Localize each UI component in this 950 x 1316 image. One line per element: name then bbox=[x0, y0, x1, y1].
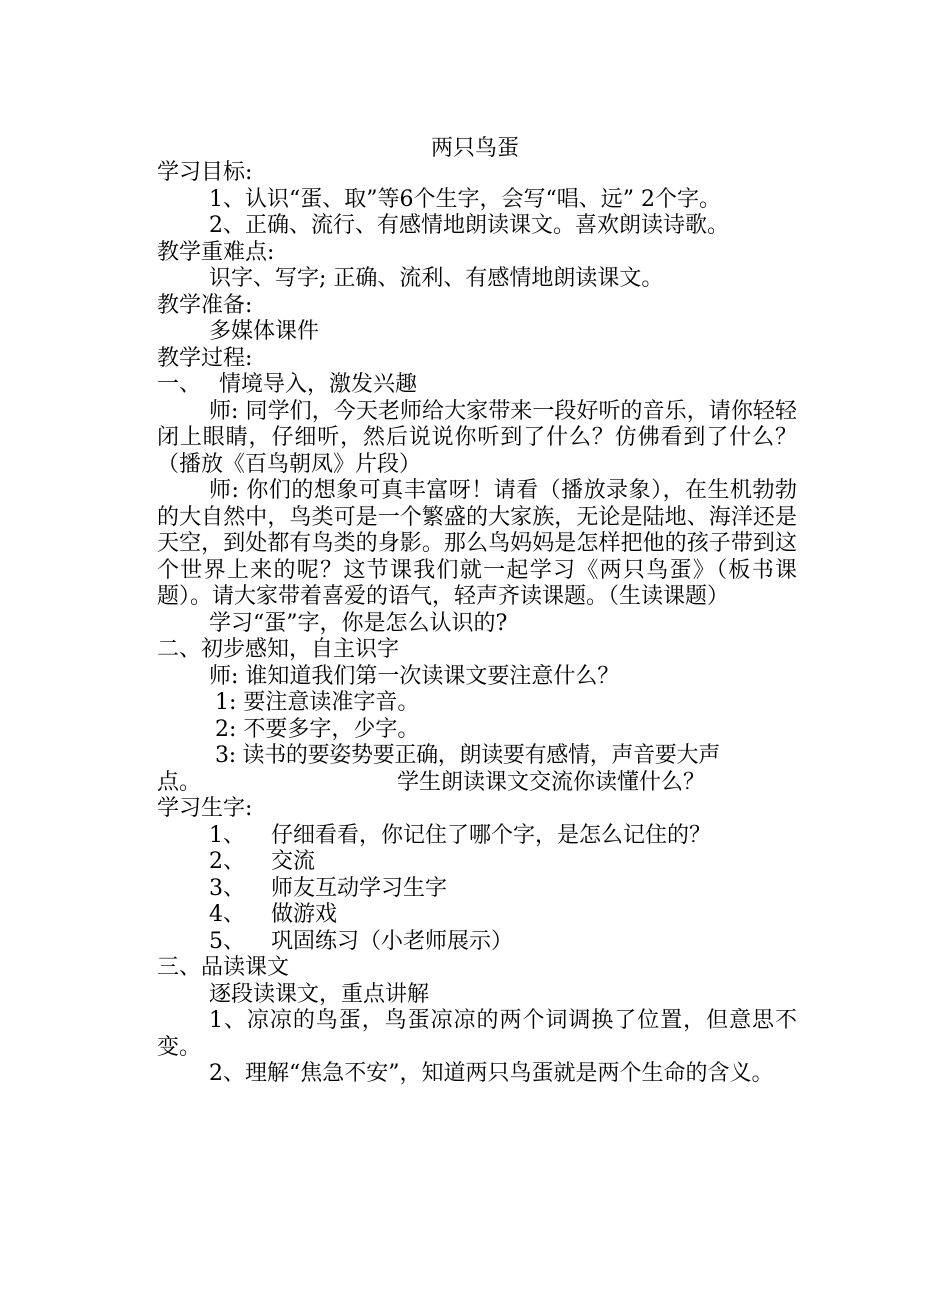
section-2-paragraph-1: 师: 谁知道我们第一次读课文要注意什么？ bbox=[209, 663, 620, 689]
section-2-item-1: 1: 要注意读准字音。 bbox=[215, 690, 420, 715]
section-1-heading bbox=[157, 372, 797, 399]
learn-item-2-number: 2、 bbox=[209, 849, 245, 874]
preparation-text: 多媒体课件 bbox=[209, 319, 320, 344]
learn-item-3-number: 3、 bbox=[209, 875, 245, 901]
learn-item-5 bbox=[157, 929, 797, 956]
heading-learn-characters: 学习生字: bbox=[157, 796, 253, 821]
document-title: 两只鸟蛋 bbox=[430, 136, 519, 161]
section-3-item-1: 1、凉凉的鸟蛋，鸟蛋凉凉的两个词调换了位置，但意思不变。 bbox=[157, 1008, 797, 1060]
learn-item-4-text: 做游戏 bbox=[271, 902, 338, 927]
section-1-paragraph-3: 学习“蛋”字，你是怎么认识的? bbox=[209, 610, 508, 636]
section-2-item-3-tail: 点。 bbox=[157, 769, 202, 795]
learn-item-5-text: 巩固练习（小老师展示） bbox=[271, 928, 514, 954]
goal-item-2: 2、正确、流行、有感情地朗读课文。喜欢朗读诗歌。 bbox=[209, 213, 729, 238]
heading-process: 教学过程: bbox=[157, 345, 253, 371]
learn-item-1 bbox=[157, 823, 797, 850]
section-1-number: 一、 bbox=[157, 372, 202, 397]
section-2-item-3: 3: 读书的要姿势要正确，朗读要有感情，声音要大声 bbox=[215, 743, 720, 768]
learn-item-3-text: 师友互动学习生字 bbox=[271, 875, 448, 901]
heading-preparation: 教学准备: bbox=[157, 292, 253, 318]
key-point-text: 识字、写字; 正确、流利、有感情地朗读课文。 bbox=[209, 266, 664, 291]
learn-item-4-number: 4、 bbox=[209, 902, 245, 927]
goal-item-1: 1、认识“蛋、取”等6个生字，会写“唱、远” 2个字。 bbox=[209, 186, 721, 212]
section-1-paragraph-2: 师: 你们的想象可真丰富呀！请看（播放录象），在生机勃勃的大自然中，鸟类可是一个繁盛的大家族，无论是陆地、海洋还是天空，到处都有鸟类的身影。那么鸟妈妈是怎样把他的孩子带到这个世界上来的呢？这节课我们就一起学习《两只鸟蛋》（板书课题）。请大家带着喜爱的语气，轻声齐读课题。（生读课题） bbox=[157, 478, 797, 609]
learn-item-1-number: 1、 bbox=[209, 822, 245, 848]
section-2-heading: 二、初步感知，自主识字 bbox=[157, 637, 400, 662]
section-3-paragraph-1: 逐段读课文，重点讲解 bbox=[209, 981, 430, 1007]
learn-item-2-text: 交流 bbox=[271, 849, 316, 874]
section-1-paragraph-1: 师: 同学们，今天老师给大家带来一段好听的音乐，请你轻轻闭上眼睛，仔细听，然后说说你听到了什么？仿佛看到了什么？（播放《百鸟朝凤》片段） bbox=[157, 398, 797, 477]
section-2-read-aloud: 学生朗读课文交流你读懂什么？ bbox=[397, 769, 706, 795]
learn-item-2 bbox=[157, 849, 797, 876]
section-1-title: 情境导入，激发兴趣 bbox=[219, 372, 418, 397]
learn-item-5-number: 5、 bbox=[209, 928, 245, 954]
section-3-heading: 三、品读课文 bbox=[157, 955, 290, 980]
section-2-item-3-continued bbox=[157, 770, 797, 797]
section-2-item-2: 2: 不要多字，少字。 bbox=[215, 716, 420, 742]
heading-learning-goals: 学习目标: bbox=[157, 160, 253, 185]
learn-item-3 bbox=[157, 876, 797, 903]
learn-item-4 bbox=[157, 902, 797, 929]
document-body bbox=[157, 160, 797, 1088]
section-3-item-2: 2、理解“焦急不安”，知道两只鸟蛋就是两个生命的含义。 bbox=[209, 1061, 774, 1086]
heading-key-points: 教学重难点: bbox=[157, 239, 275, 265]
learn-item-1-text: 仔细看看，你记住了哪个字，是怎么记住的？ bbox=[271, 822, 712, 848]
